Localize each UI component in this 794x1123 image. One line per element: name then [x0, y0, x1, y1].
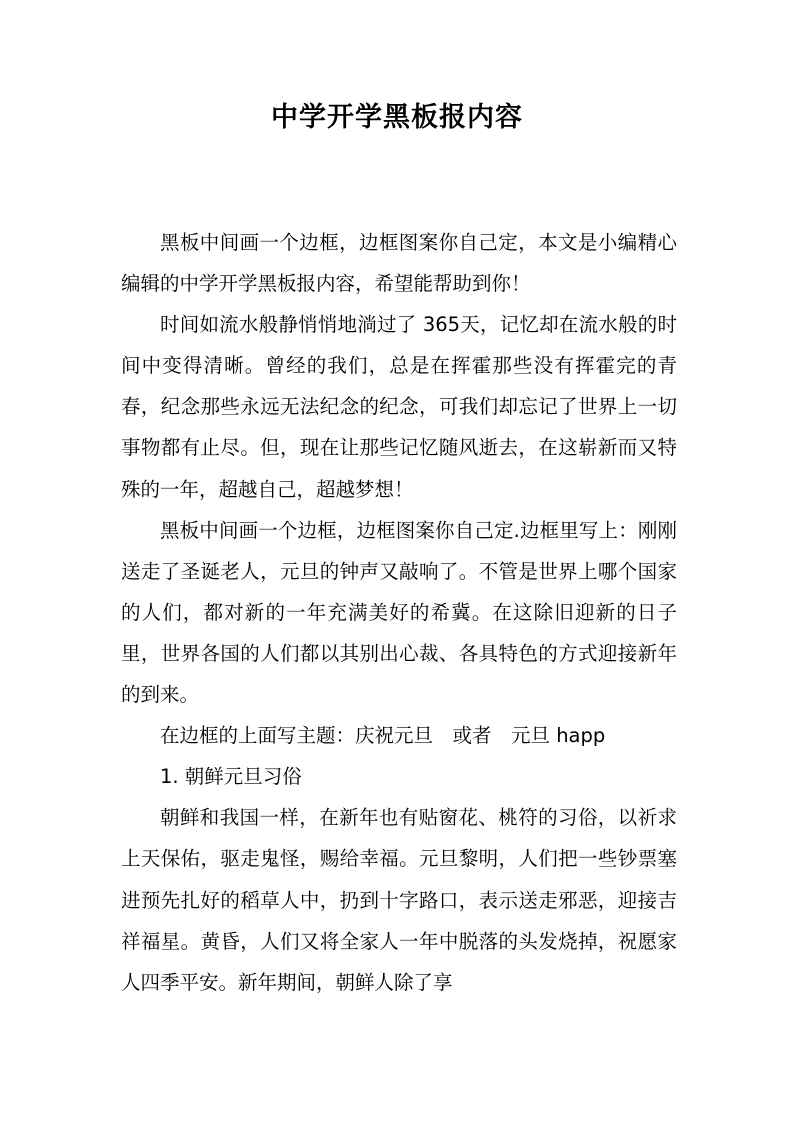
section-heading-korea: 1. 朝鲜元旦习俗: [160, 765, 302, 789]
paragraph-border-content: 黑板中间画一个边框，边框图案你自己定.边框里写上：刚刚送走了圣诞老人，元旦的钟声又敲响了。不管是世界上哪个国家的人们，都对新的一年充满美好的希冀。在这除旧迎新的日子里，世界各国的人们都以其别出心裁、各具特色的方式迎接新年的到来。: [121, 518, 677, 707]
document-body: [121, 222, 677, 1003]
document-title: 中学开学黑板报内容: [271, 102, 523, 133]
paragraph-theme: 在边框的上面写主题：庆祝元旦 或者 元旦 happ: [160, 724, 606, 748]
paragraph-intro: 黑板中间画一个边框，边框图案你自己定，本文是小编精心编辑的中学开学黑板报内容，希望能帮助到你！: [121, 231, 677, 296]
paragraph-time-flow: 时间如流水般静悄悄地淌过了 365天，记忆却在流水般的时间中变得清晰。曾经的我们，总是在挥霍那些没有挥霍完的青春，纪念那些永远无法纪念的纪念，可我们却忘记了世界上一切事物都有止尽。但，现在让那些记忆随风逝去，在这崭新而又特殊的一年，超越自己，超越梦想！: [121, 313, 677, 501]
paragraph-korea-customs: 朝鲜和我国一样，在新年也有贴窗花、桃符的习俗，以祈求上天保佑，驱走鬼怪，赐给幸福。元旦黎明，人们把一些钞票塞进预先扎好的稻草人中，扔到十字路口，表示送走邪恶，迎接吉祥福星。黄昏，人们又将全家人一年中脱落的头发烧掉，祝愿家人四季平安。新年期间，朝鲜人除了享: [121, 806, 677, 994]
